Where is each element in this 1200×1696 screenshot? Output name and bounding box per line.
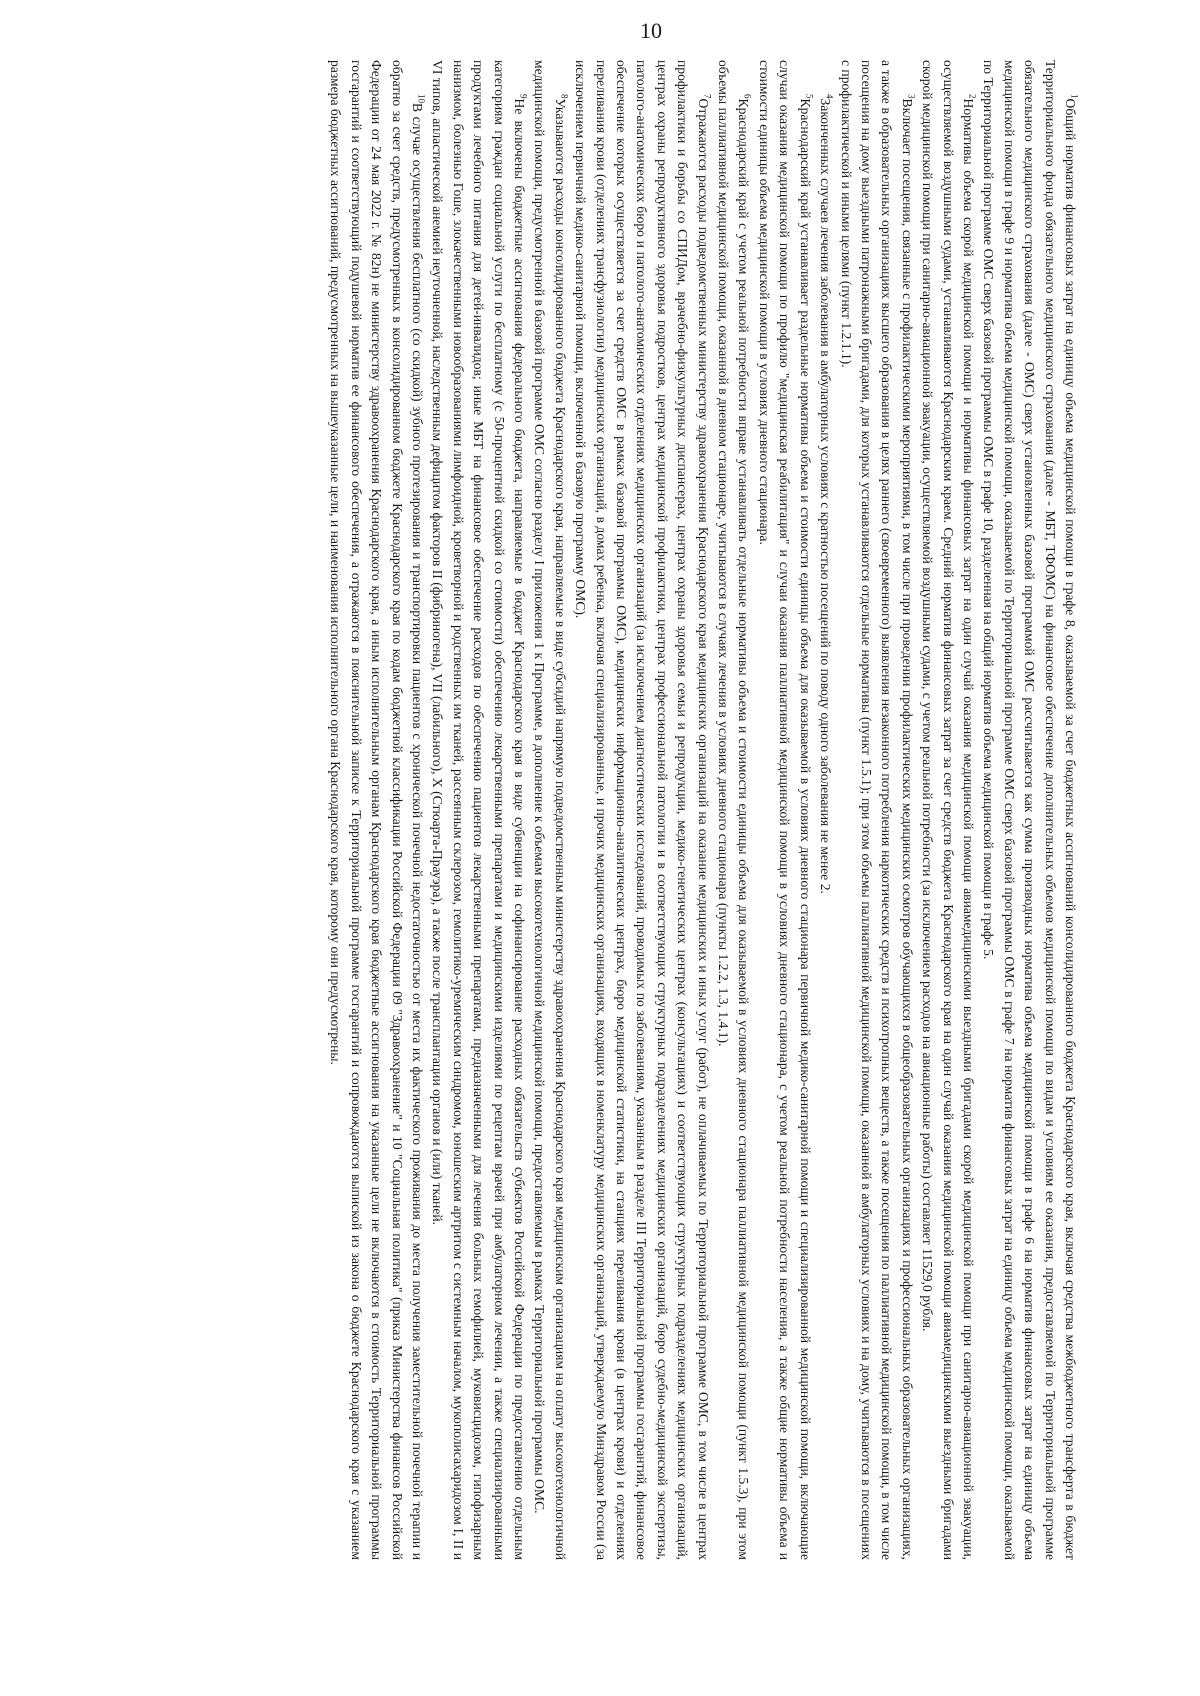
footnote-text: Общий норматив финансовых затрат на единицу объема медицинской помощи в графе 8, оказываемой за счет бюджетных ассигнований консолидированного бюджета Краснодарского края, включая средства межбюджетного трансферта в бюджет Территориального фонда обязательного медицинского страхования (далее - МБТ, ТФОМС) на финансовое обеспечение дополнительных объемов медицинской помощи по видам и условиям ее оказания, предоставляемой по Территориальной программе обязательного медицинского страхования (далее - ОМС) сверх установленных базовой программой ОМС рассчитывается как сумма производных норматива объема медицинской помощи в графе 6 на норматив финансовых затрат на единицу объема медицинской помощи в графе 9 и норматива объема медицинской помощи, оказываемой по Территориальной программе ОМС сверх базовой программы ОМС в графе 7 на норматив финансовых затрат на единицу объема медицинской помощи, оказываемой по Территориальной программе ОМС сверх базовой программы ОМС в графе 10, разделенная на общий норматив объема медицинской помощи в графе 5.	[981, 60, 1078, 1560]
footnote-marker: 1	[1069, 94, 1080, 99]
footnote-text: В случае осуществления бесплатного (со скидкой) зубного протезирования и транспортировки пациентов с хронической почечной недостаточностью от места их фактического проживания до места получения заместительной почечной терапии и обратно за счет средств, предусмотренных в консолидированном бюджете Краснодарского края по кодам бюджетной классификации Российской Федерации 09 "Здравоохранение" и 10 "Социальная политика" (приказ Министерства финансов Российской Федерации от 24 мая 2022 г. № 82н) не министерству здравоохранения Краснодарского края, а иным исполнительным органам Краснодарского края бюджетные ассигнования на указанные цели не включаются в стоимость Территориальной программы госгарантий и соответствующий подушевой норматив ее финансового обеспечения, а отражаются в пояснительной записке к Территориальной программе госгарантий и сопровождаются выпиской из закона о бюджете Краснодарского края с указанием размера бюджетных ассигнований, предусмотренных на вышеуказанные цели, и наименования исполнительного органа Краснодарского края, которому они предусмотрены.	[328, 60, 425, 1560]
footnote-text: Не включены бюджетные ассигнования федерального бюджета, направляемые в бюджет Краснодарского края в виде субвенции на софинансирование расходных обязательств субъектов Российской Федерации по предоставлению отдельным категориям граждан социальной услуги по бесплатному (с 50-процентной скидкой со стоимости) обеспечению лекарственными препаратами и медицинскими изделиями по рецептам врачей при амбулаторном лечении, а также специализированными продуктами лечебного питания для детей-инвалидов; иные МБТ на финансовое обеспечение расходов по обеспечению пациентов лекарственными препаратами, предназначенными для лечения больных гемофилией, муковисцидозом, гипофизарным нанизмом, болезнью Гоше, злокачественными новообразованиями лимфоидной, кроветворной и родственных им тканей, рассеянным склерозом, гемолитико-уремическим синдромом, юношеским артритом с системным началом, мукополисахаридозом I, II и VI типов, апластической анемией неуточненной, наследственным дефицитом факторов II (фибриногена), VII (лабильного), X (Стюарта-Прауэра), а также после трансплантации органов и (или) тканей.	[430, 60, 528, 1560]
footnote-marker: 9	[518, 94, 529, 99]
footnote-marker: 10	[416, 94, 427, 103]
footnote-marker: 8	[559, 94, 570, 99]
footnote	[570, 60, 713, 1560]
footnote	[325, 60, 427, 1560]
footnote-marker: 5	[804, 94, 815, 99]
footnote-text: Указываются расходы консолидированного бюджета Краснодарского края, направляемые в виде субсидий напрямую подведомственным министерству здравоохранения Краснодарского края медицинским организациям на оплату высокотехнологичной медицинской помощи, предусмотренной в базовой программе ОМС согласно разделу I приложения 1 к Программе, в дополнение к объемам высокотехнологичной медицинской помощи, предоставляемым в рамках Территориальной программы ОМС.	[532, 60, 568, 1560]
footnote-text: Краснодарский край с учетом реальной потребности вправе устанавливать отдельные нормативы объема и стоимости единицы объема для оказываемой в условиях дневного стационара паллиативной медицинской помощи (пункт 1.5.3), при этом объемы паллиативной медицинской помощи, оказанной в дневном стационаре, учитываются в случаях лечения в условиях дневного стационара (пункты 1.2.2, 1.3, 1.4.1).	[716, 60, 752, 1560]
footnote-text: Нормативы объема скорой медицинской помощи и нормативы финансовых затрат на один случай оказания медицинской помощи авиамедицинскими выездными бригадами скорой медицинской помощи при санитарно-авиационной эвакуации, осуществляемой воздушными судами, устанавливаются Краснодарским краем. Средний норматив финансовых затрат за счет средств бюджета Краснодарского края на один случай оказания медицинской помощи авиамедицинскими выездными бригадами скорой медицинской помощи при санитарно-авиационной эвакуации, осуществляемой воздушными судами, с учетом реальной потребности (за исключением расходов на авиационные работы) составляет 11529,0 рубля.	[920, 60, 976, 1560]
footnote	[754, 60, 815, 1560]
page-number: 10	[640, 18, 662, 43]
footnote	[835, 60, 917, 1560]
footnote	[529, 60, 570, 1560]
footnote-marker: 7	[702, 94, 713, 99]
footnote	[917, 60, 978, 1560]
footnote	[978, 60, 1080, 1560]
footnote-text: Включает посещения, связанные с профилактическими мероприятиями, в том числе при проведении профилактических медицинских осмотров обучающихся в общеобразовательных организациях и профессиональных образовательных организациях, а также в образовательных организациях высшего образования в целях раннего (своевременного) выявления незаконного потребления наркотических средств и психотропных веществ, а также посещения по паллиативной медицинской помощи, в том числе посещения на дому выездными патронажными бригадами, для которых устанавливаются отдельные нормативы (пункт 1.5.1); при этом объемы паллиативной медицинской помощи, оказанной в амбулаторных условиях и на дому, учитываются в посещениях с профилактической и иными целями (пункт 1.2.1.1).	[838, 60, 915, 1560]
footnotes-block	[190, 60, 1080, 1560]
footnote	[815, 60, 835, 1560]
footnote-marker: 3	[906, 94, 917, 99]
footnote	[713, 60, 754, 1560]
footnote-text: Краснодарский край устанавливает раздельные нормативы объема и стоимости единицы объема для оказываемой в условиях дневного стационара первичной медико-санитарной помощи и специализированной медицинской помощи, включающие случаи оказания медицинской помощи по профилю "медицинская реабилитация" и случаи оказания паллиативной медицинской помощи в условиях дневного стационара, с учетом реальной потребности населения, а также общие нормативы объема и стоимости единицы объема медицинской помощи в условиях дневного стационара.	[756, 60, 813, 1560]
footnote-text: Законченных случаев лечения заболевания в амбулаторных условиях с кратностью посещений по поводу одного заболевания не менее 2.	[818, 98, 834, 894]
footnote-marker: 6	[743, 94, 754, 99]
footnote	[427, 60, 529, 1560]
footnote-marker: 2	[967, 94, 978, 99]
footnote-text: Отражаются расходы подведомственных министерству здравоохранения Краснодарского края медицинских организаций на оказание медицинских и иных услуг (работ), не оплачиваемых по Территориальной программе ОМС, в том числе в центрах профилактики и борьбы со СПИДом, врачебно-физкультурных диспансерах, центрах охраны здоровья семьи и репродукции, медико-генетических центрах (консультациях) и соответствующих структурных подразделениях медицинских организаций, центрах охраны репродуктивного здоровья подростков, центрах медицинской профилактики, центрах профессиональной патологии и в соответствующих структурных подразделениях медицинских организаций, бюро судебно-медицинской экспертизы, патолого-анатомических бюро и патолого-анатомических отделениях медицинских организаций (за исключением диагностических исследований, проводимых по заболеваниям, указанным в разделе III Территориальной программы госгарантий, финансовое обеспечение которых осуществляется за счет средств ОМС в рамках базовой программы ОМС), медицинских информационно-аналитических центрах, бюро медицинской статистики, на станциях переливания крови (в центрах крови) и отделениях переливания крови (отделениях трансфузиологии) медицинских организаций, в домах ребенка, включая специализированные, и прочих медицинских организациях, входящих в номенклатуру медицинских организаций, утверждаемую Минздравом России (за исключением первичной медико-санитарной помощи, включенной в базовую программу ОМС).	[573, 60, 711, 1560]
footnote-marker: 4	[824, 94, 835, 99]
